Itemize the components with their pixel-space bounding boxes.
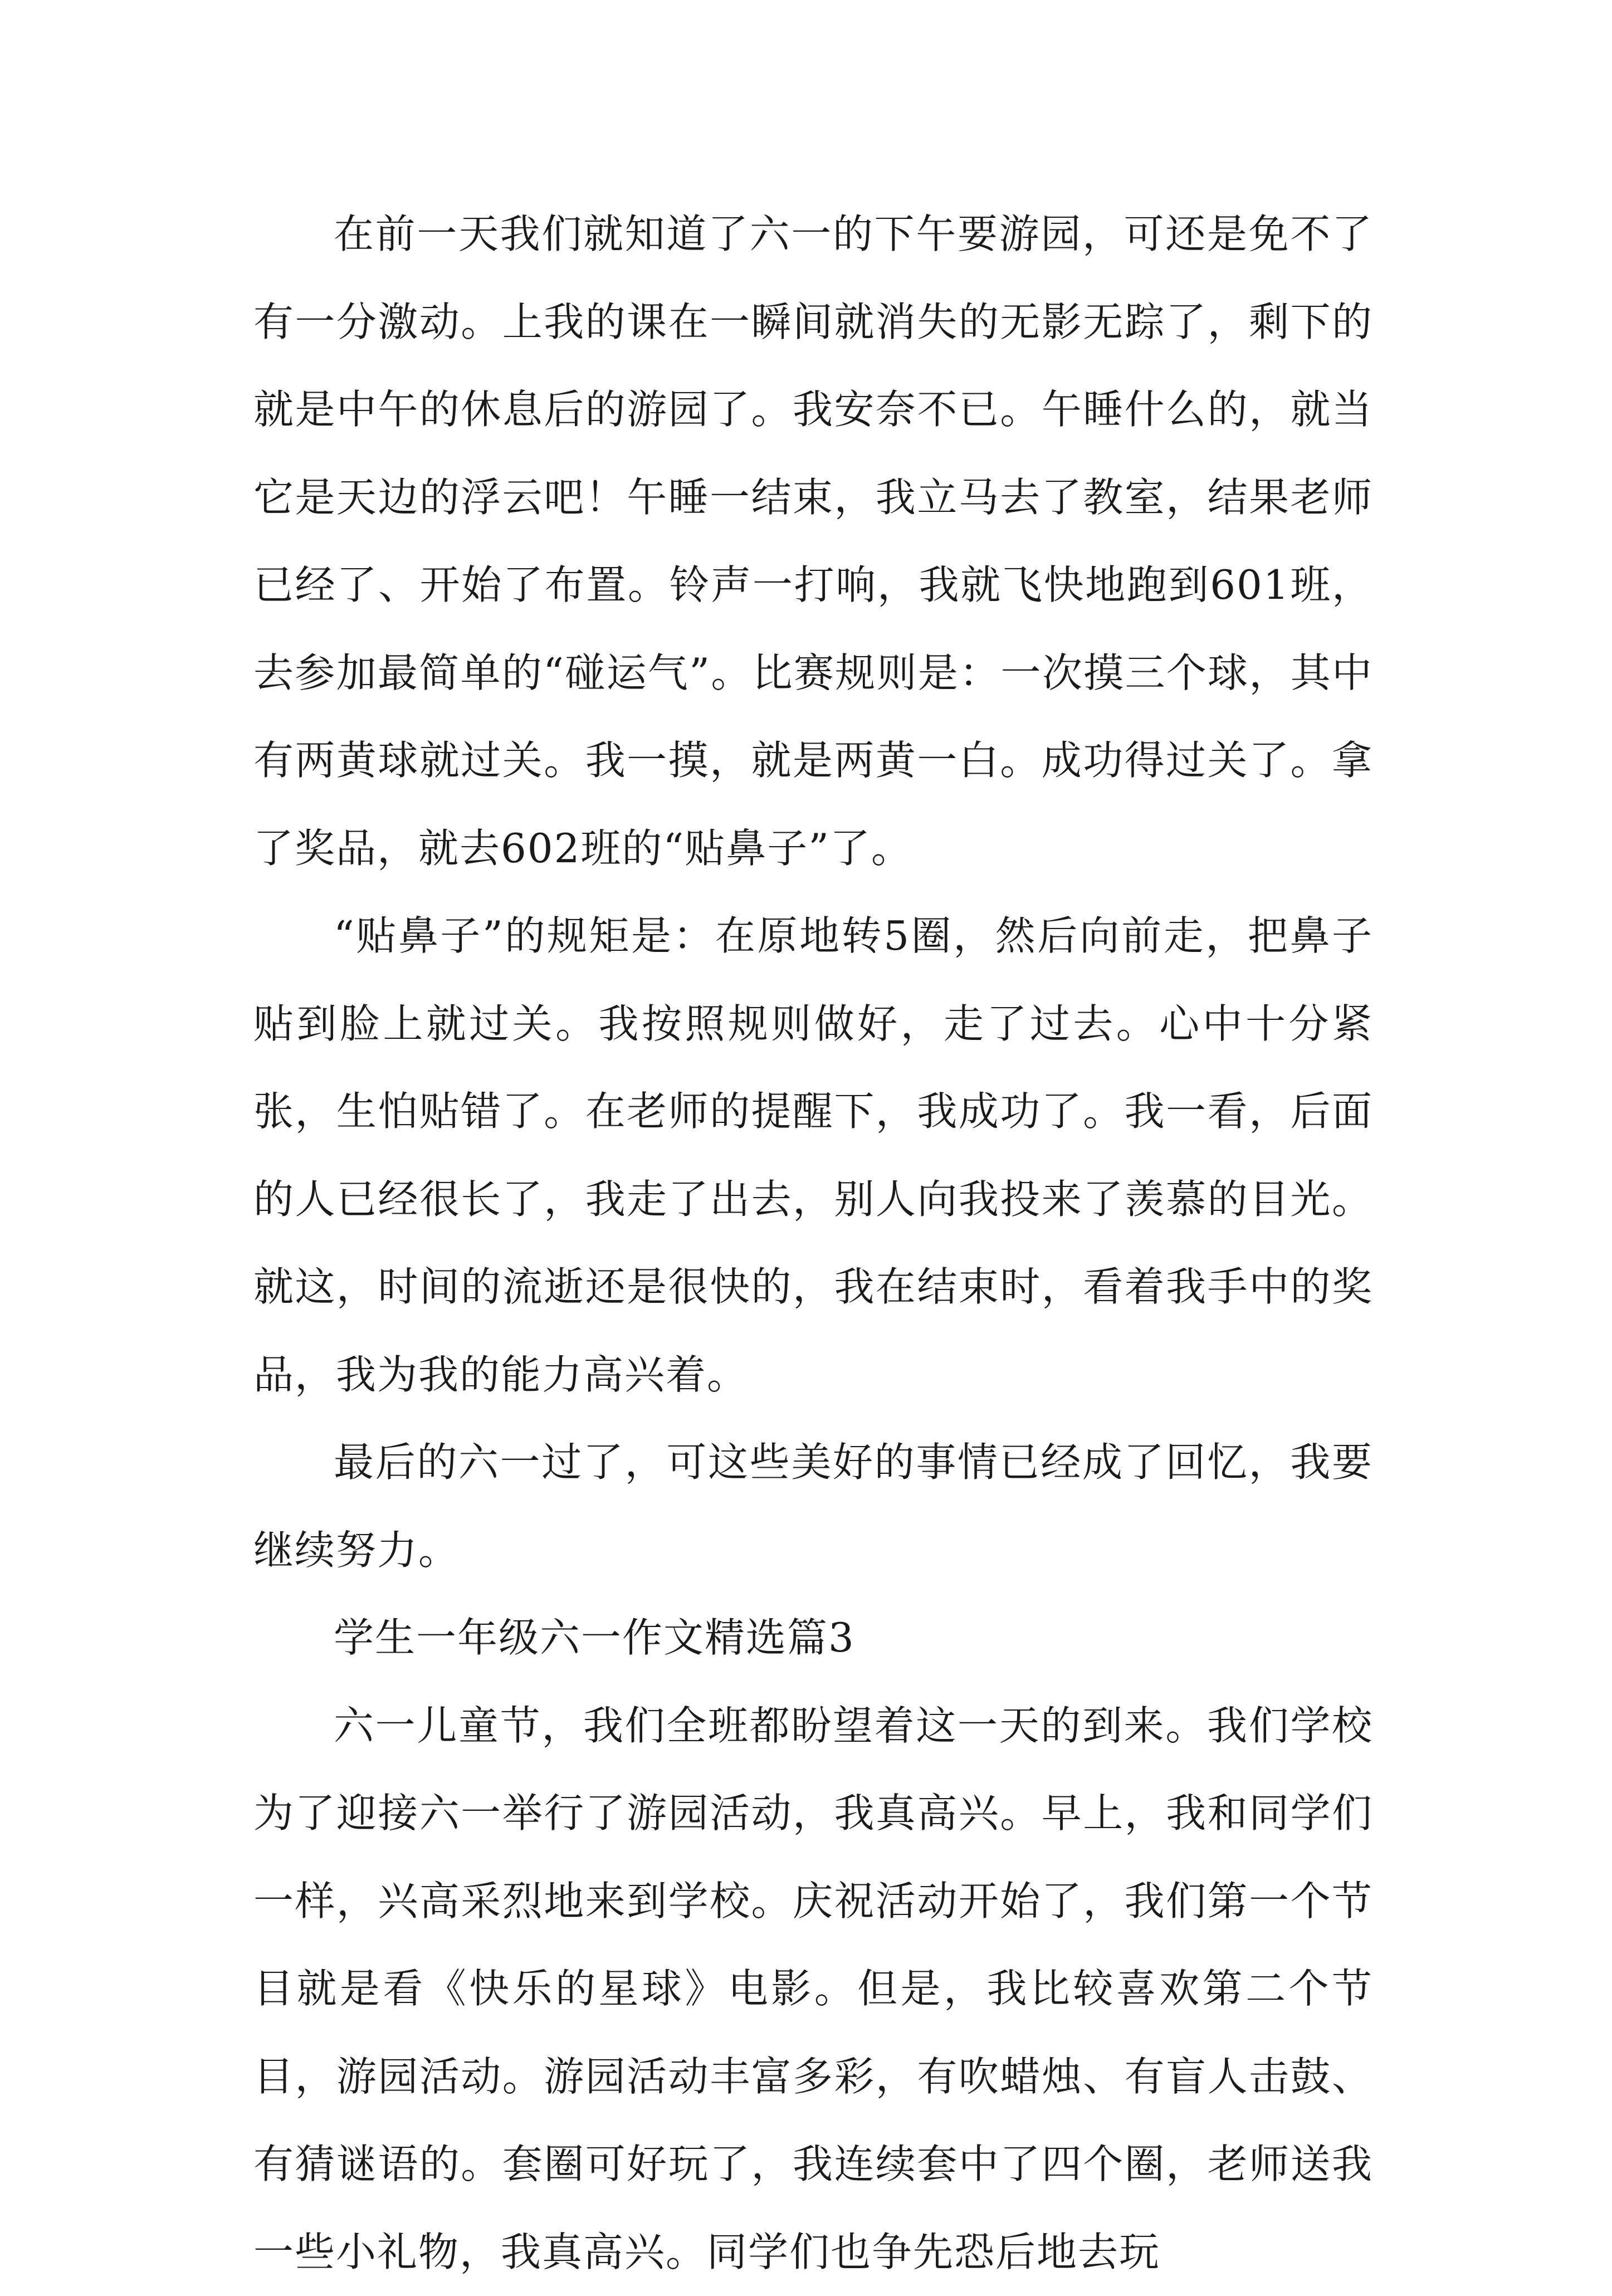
section-heading: 学生一年级六一作文精选篇3	[253, 1594, 1373, 1682]
document-body	[253, 190, 1373, 2296]
paragraph-1: 在前一天我们就知道了六一的下午要游园，可还是免不了有一分激动。上我的课在一瞬间就消失的无影无踪了，剩下的就是中午的休息后的游园了。我安奈不已。午睡什么的，就当它是天边的浮云吧！午睡一结束，我立马去了教室，结果老师已经了、开始了布置。铃声一打响，我就飞快地跑到601班，去参加最简单的“碰运气”。比赛规则是：一次摸三个球，其中有两黄球就过关。我一摸，就是两黄一白。成功得过关了。拿了奖品，就去602班的“贴鼻子”了。	[253, 190, 1373, 892]
paragraph-2: “贴鼻子”的规矩是：在原地转5圈，然后向前走，把鼻子贴到脸上就过关。我按照规则做好，走了过去。心中十分紧张，生怕贴错了。在老师的提醒下，我成功了。我一看，后面的人已经很长了，我走了出去，别人向我投来了羡慕的目光。就这，时间的流逝还是很快的，我在结束时，看着我手中的奖品，我为我的能力高兴着。	[253, 892, 1373, 1419]
paragraph-3: 最后的六一过了，可这些美好的事情已经成了回忆，我要继续努力。	[253, 1419, 1373, 1594]
paragraph-4: 六一儿童节，我们全班都盼望着这一天的到来。我们学校为了迎接六一举行了游园活动，我真高兴。早上，我和同学们一样，兴高采烈地来到学校。庆祝活动开始了，我们第一个节目就是看《快乐的星球》电影。但是，我比较喜欢第二个节目，游园活动。游园活动丰富多彩，有吹蜡烛、有盲人击鼓、有猜谜语的。套圈可好玩了，我连续套中了四个圈，老师送我一些小礼物，我真高兴。同学们也争先恐后地去玩	[253, 1682, 1373, 2296]
